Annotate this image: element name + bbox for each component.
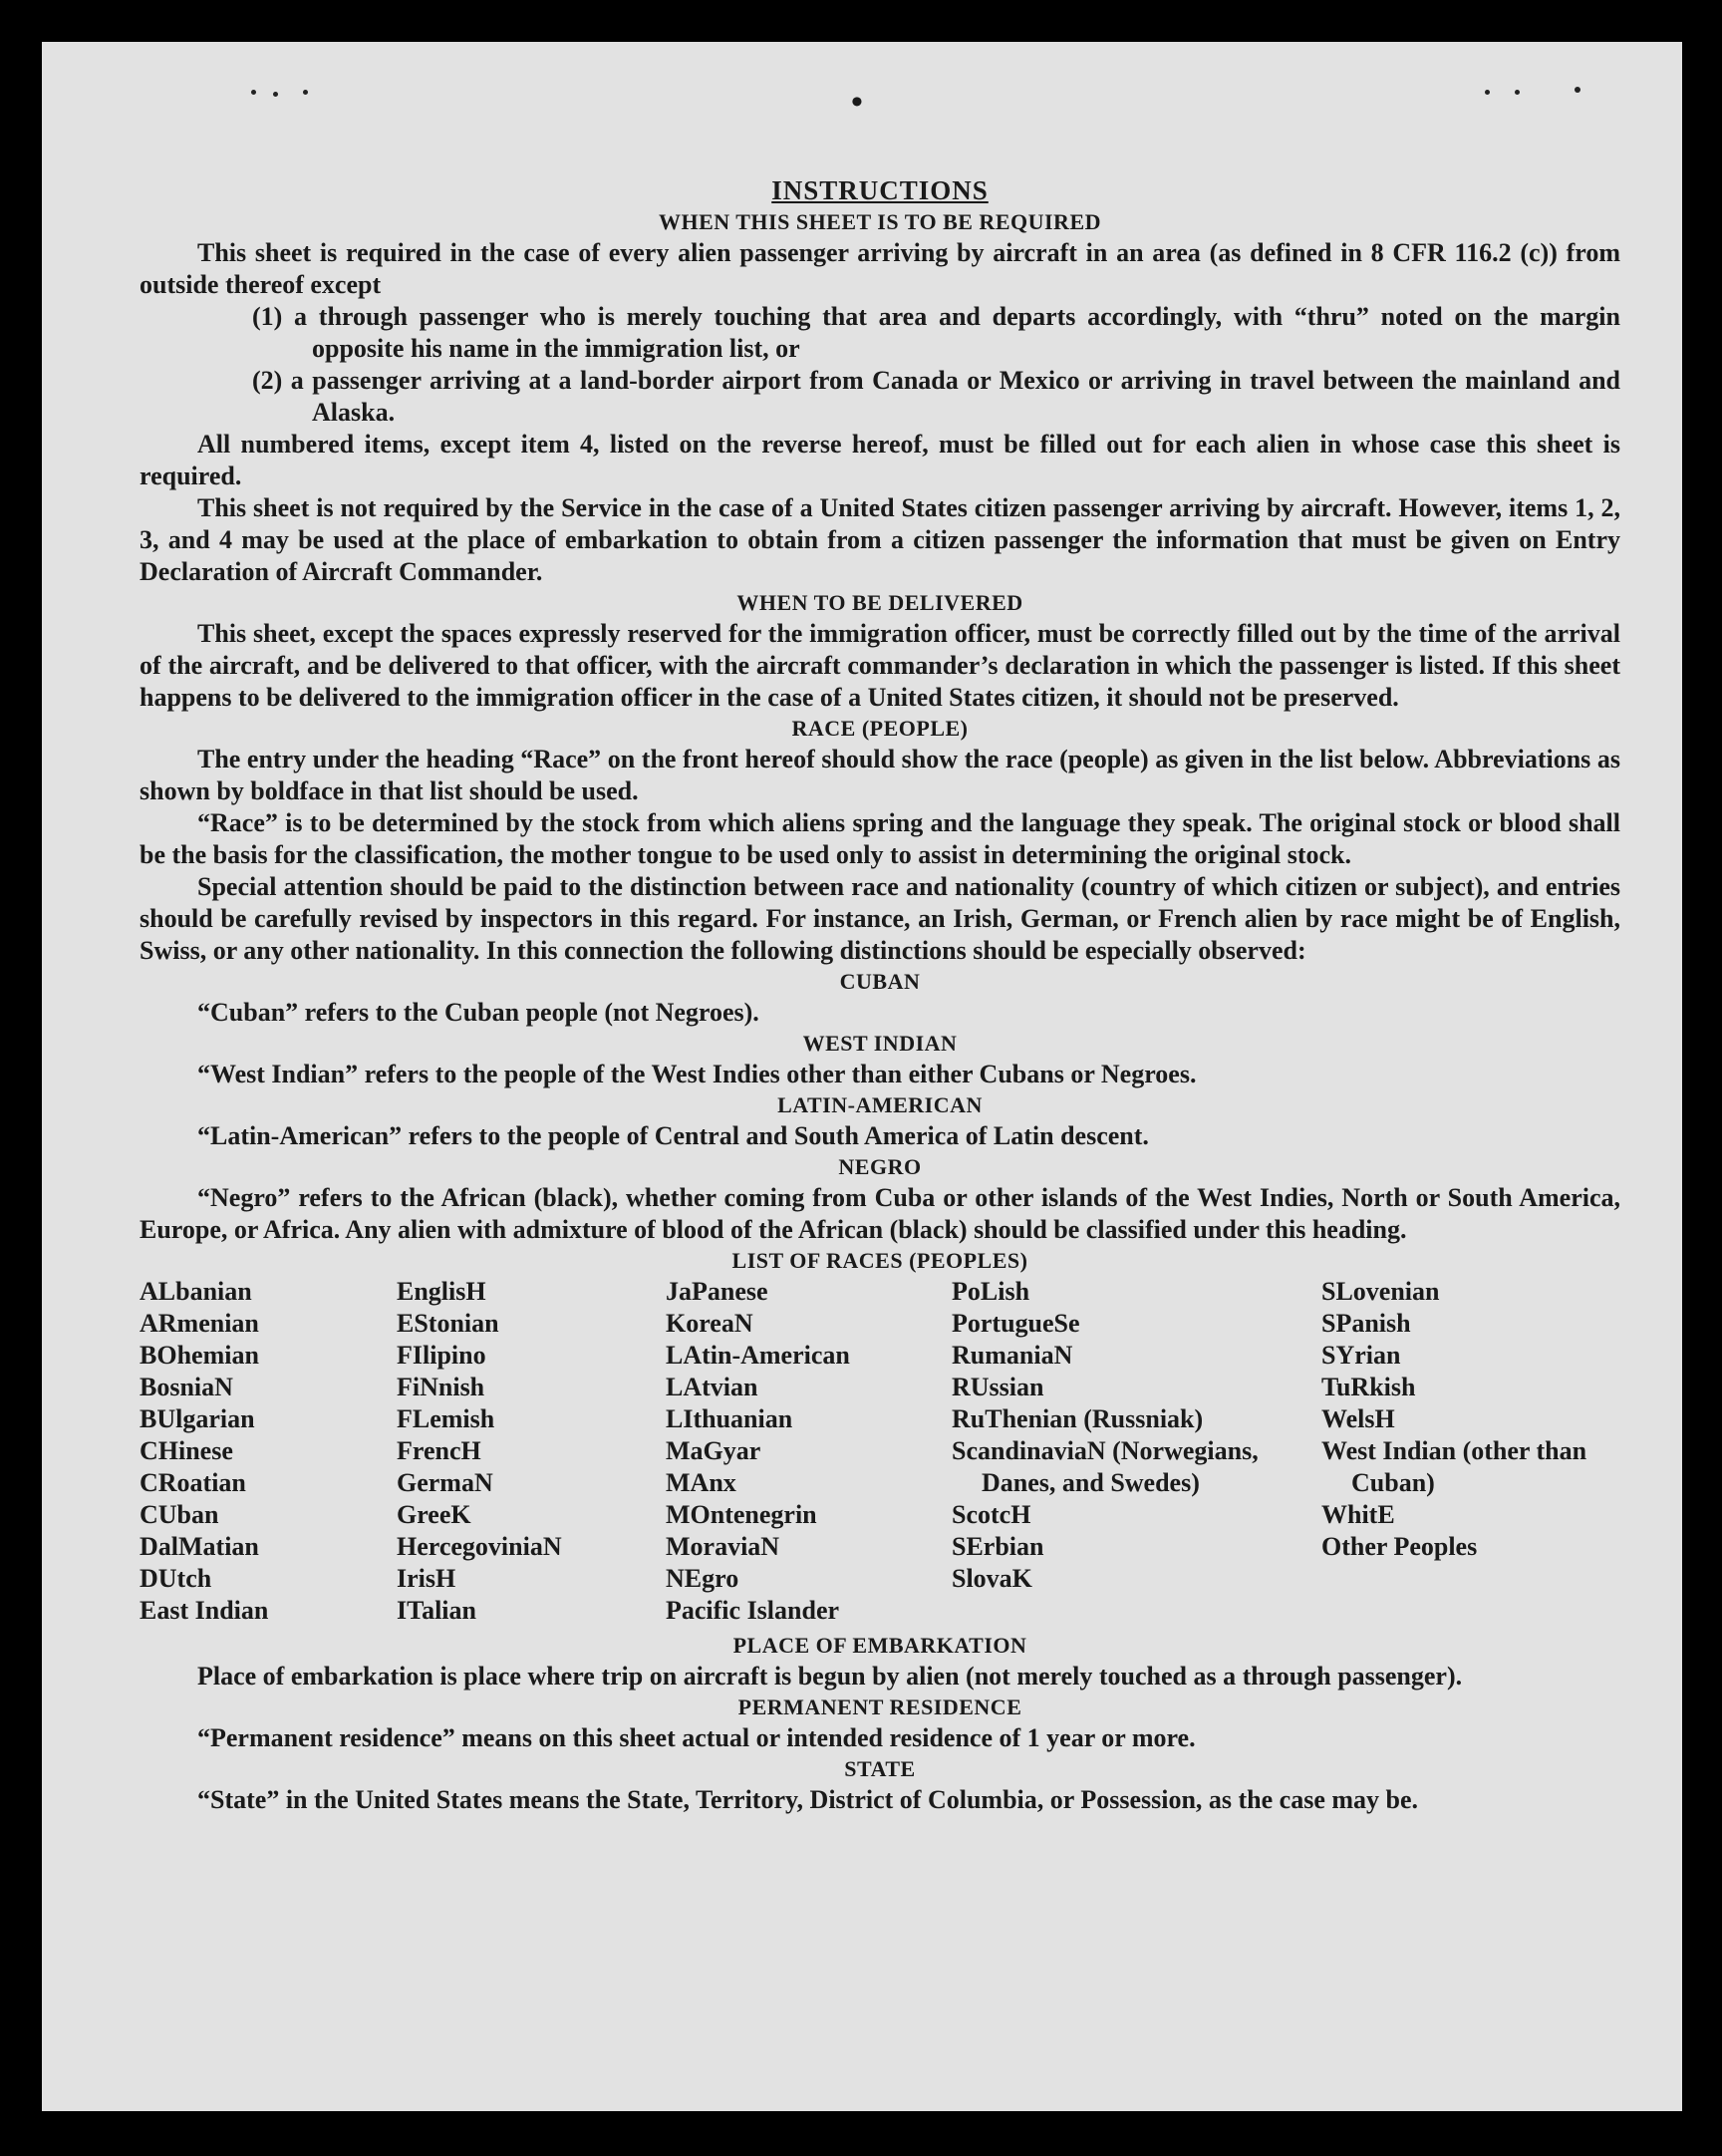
race-entry: FLemish bbox=[397, 1404, 495, 1433]
page-title: INSTRUCTIONS bbox=[771, 175, 989, 205]
races-list bbox=[140, 1276, 1620, 1627]
race-entry: NEgro bbox=[666, 1564, 739, 1593]
race-entry: HercegoviniaN bbox=[397, 1532, 562, 1561]
race-entry: EnglisH bbox=[397, 1277, 486, 1306]
paragraph: Place of embarkation is place where trip on aircraft is begun by alien (not merely touched as a through passenger). bbox=[197, 1662, 1463, 1691]
speck bbox=[1575, 87, 1580, 93]
punch-mark: • bbox=[851, 84, 863, 121]
instructions-body bbox=[140, 173, 1620, 1816]
races-column bbox=[397, 1276, 666, 1627]
section-heading-delivered: WHEN TO BE DELIVERED bbox=[736, 590, 1023, 615]
paragraph: “Cuban” refers to the Cuban people (not Negroes). bbox=[197, 998, 759, 1027]
document-page bbox=[42, 42, 1682, 2111]
race-entry: SlovaK bbox=[952, 1564, 1032, 1593]
race-entry: DUtch bbox=[140, 1564, 212, 1593]
race-entry: BOhemian bbox=[140, 1341, 259, 1370]
race-entry: LAtin-American bbox=[666, 1341, 850, 1370]
race-entry: WhitE bbox=[1321, 1500, 1395, 1529]
races-column bbox=[1321, 1276, 1620, 1627]
race-entry: GermaN bbox=[397, 1468, 493, 1497]
section-heading-embarkation: PLACE OF EMBARKATION bbox=[732, 1633, 1027, 1658]
paragraph: The entry under the heading “Race” on the front hereof should show the race (people) as given in the list below. Abbreviations as shown by boldface in that list should be used. bbox=[140, 745, 1620, 805]
race-entry: MAnx bbox=[666, 1468, 736, 1497]
race-entry: FiNnish bbox=[397, 1373, 485, 1401]
race-entry: LIthuanian bbox=[666, 1404, 793, 1433]
race-entry: MOntenegrin bbox=[666, 1500, 817, 1529]
section-heading-permanent-residence: PERMANENT RESIDENCE bbox=[737, 1694, 1022, 1719]
section-heading-latin-american: LATIN-AMERICAN bbox=[777, 1092, 983, 1117]
race-entry: ScotcH bbox=[952, 1500, 1031, 1529]
speck bbox=[303, 90, 308, 95]
paragraph: “Permanent residence” means on this sheet actual or intended residence of 1 year or more. bbox=[197, 1723, 1196, 1752]
race-entry: CRoatian bbox=[140, 1468, 246, 1497]
race-entry: SYrian bbox=[1321, 1341, 1401, 1370]
paragraph: “Latin-American” refers to the people of Central and South America of Latin descent. bbox=[197, 1121, 1149, 1150]
race-entry: PoLish bbox=[952, 1277, 1030, 1306]
race-entry: ALbanian bbox=[140, 1277, 252, 1306]
race-entry: East Indian bbox=[140, 1596, 269, 1625]
section-heading-required: WHEN THIS SHEET IS TO BE REQUIRED bbox=[658, 209, 1102, 234]
race-entry: BosniaN bbox=[140, 1373, 233, 1401]
speck bbox=[1515, 90, 1520, 95]
race-entry: EStonian bbox=[397, 1309, 499, 1338]
paragraph: “Race” is to be determined by the stock from which aliens spring and the language they speak. The original stock or blood shall be the basis for the classification, the mother tongue to be used only to assist in determining the original stock. bbox=[140, 808, 1620, 869]
race-entry: KoreaN bbox=[666, 1309, 753, 1338]
race-entry: Other Peoples bbox=[1321, 1532, 1478, 1561]
race-entry: TuRkish bbox=[1321, 1373, 1416, 1401]
race-entry: DalMatian bbox=[140, 1532, 259, 1561]
section-heading-list-of-races: LIST OF RACES (PEOPLES) bbox=[731, 1248, 1028, 1273]
race-entry: RumaniaN bbox=[952, 1341, 1073, 1370]
section-heading-cuban: CUBAN bbox=[839, 969, 921, 994]
race-entry: West Indian (other than Cuban) bbox=[1321, 1436, 1587, 1497]
races-column bbox=[666, 1276, 952, 1627]
race-entry: SErbian bbox=[952, 1532, 1044, 1561]
paragraph: Special attention should be paid to the distinction between race and nationality (country of which citizen or subject), and entries should be carefully revised by inspectors in this regard. For instance, an Irish, German, or French alien by race might be of English, Swiss, or any other nationality. In this connection the following distinctions should be especially observed: bbox=[140, 872, 1620, 965]
race-entry: CUban bbox=[140, 1500, 219, 1529]
race-entry: LAtvian bbox=[666, 1373, 758, 1401]
list-item: (1) a through passenger who is merely touching that area and departs accordingly, with “thru” noted on the margin opposite his name in the immigration list, or bbox=[252, 302, 1620, 363]
section-heading-state: STATE bbox=[844, 1756, 916, 1781]
race-entry: MaGyar bbox=[666, 1436, 761, 1465]
section-heading-race: RACE (PEOPLE) bbox=[791, 716, 969, 741]
race-entry: PortugueSe bbox=[952, 1309, 1080, 1338]
race-entry: SPanish bbox=[1321, 1309, 1411, 1338]
section-heading-west-indian: WEST INDIAN bbox=[802, 1031, 958, 1056]
paragraph: “State” in the United States means the State, Territory, District of Columbia, or Possession, as the case may be. bbox=[197, 1785, 1419, 1814]
paragraph: This sheet is not required by the Service in the case of a United States citizen passenger arriving by aircraft. However, items 1, 2, 3, and 4 may be used at the place of embarkation to obtain from a citizen passenger the information that must be given on Entry Declaration of Aircraft Commander. bbox=[140, 493, 1620, 586]
races-column bbox=[140, 1276, 397, 1627]
race-entry: ScandinaviaN (Norwegians, Danes, and Swedes) bbox=[952, 1436, 1259, 1497]
race-entry: RUssian bbox=[952, 1373, 1044, 1401]
section-heading-negro: NEGRO bbox=[838, 1154, 922, 1179]
paragraph: This sheet is required in the case of every alien passenger arriving by aircraft in an area (as defined in 8 CFR 116.2 (c)) from outside thereof except bbox=[140, 238, 1620, 299]
races-column bbox=[952, 1276, 1321, 1627]
race-entry: RuThenian (Russniak) bbox=[952, 1404, 1204, 1433]
paragraph: “Negro” refers to the African (black), whether coming from Cuba or other islands of the West Indies, North or South America, Europe, or Africa. Any alien with admixture of blood of the African (black) should be classified under this heading. bbox=[140, 1183, 1620, 1244]
race-entry: FIlipino bbox=[397, 1341, 486, 1370]
race-entry: SLovenian bbox=[1321, 1277, 1440, 1306]
race-entry: BUlgarian bbox=[140, 1404, 255, 1433]
race-entry: JaPanese bbox=[666, 1277, 768, 1306]
race-entry: WelsH bbox=[1321, 1404, 1395, 1433]
race-entry: Pacific Islander bbox=[666, 1596, 840, 1625]
race-entry: IrisH bbox=[397, 1564, 456, 1593]
paragraph: “West Indian” refers to the people of the West Indies other than either Cubans or Negroes. bbox=[197, 1060, 1197, 1088]
race-entry: ITalian bbox=[397, 1596, 476, 1625]
paragraph: This sheet, except the spaces expressly reserved for the immigration officer, must be correctly filled out by the time of the arrival of the aircraft, and be delivered to that officer, with the aircraft commander’s declaration in which the passenger is listed. If this sheet happens to be delivered to the immigration officer in the case of a United States citizen, it should not be preserved. bbox=[140, 619, 1620, 712]
speck bbox=[251, 90, 256, 95]
race-entry: GreeK bbox=[397, 1500, 471, 1529]
paragraph: All numbered items, except item 4, listed on the reverse hereof, must be filled out for each alien in whose case this sheet is required. bbox=[140, 430, 1620, 490]
race-entry: MoraviaN bbox=[666, 1532, 780, 1561]
race-entry: ARmenian bbox=[140, 1309, 259, 1338]
speck bbox=[1485, 90, 1490, 95]
speck bbox=[273, 92, 278, 97]
race-entry: FrencH bbox=[397, 1436, 481, 1465]
list-item: (2) a passenger arriving at a land-border airport from Canada or Mexico or arriving in travel between the mainland and Alaska. bbox=[252, 366, 1620, 427]
race-entry: CHinese bbox=[140, 1436, 233, 1465]
